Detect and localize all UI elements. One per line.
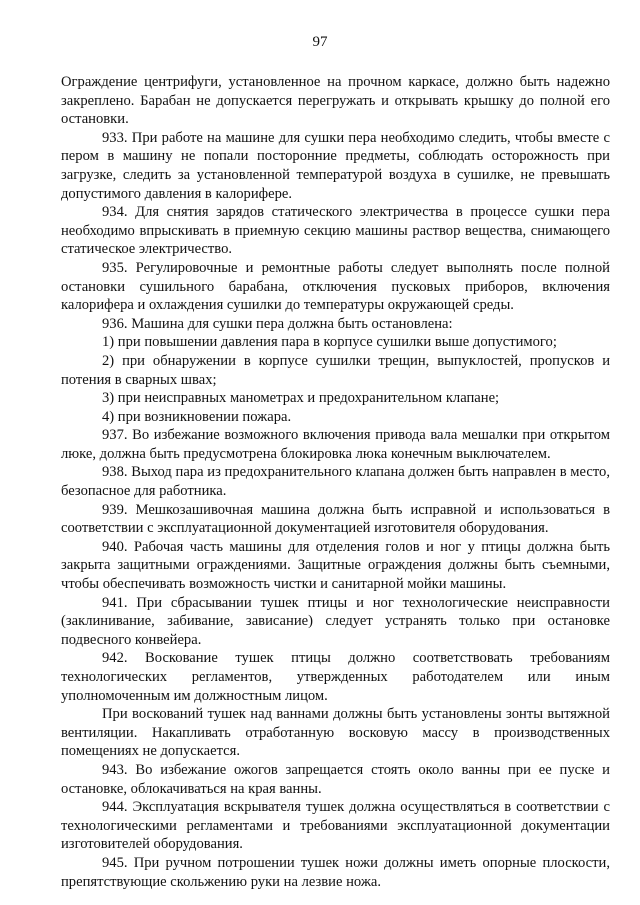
paragraph-943: 943. Во избежание ожогов запрещается стоять около ванны при ее пуске и остановке, облокачиваться на края ванны. bbox=[61, 761, 610, 797]
paragraph-935: 935. Регулировочные и ремонтные работы следует выполнять после полной остановки сушильного барабана, отключения пусковых приборов, включения калорифера и охлаждения сушилки до температуры окружающей среды. bbox=[61, 259, 610, 314]
paragraph-945: 945. При ручном потрошении тушек ножи должны иметь опорные плоскости, препятствующие скольжению руки на лезвие ножа. bbox=[61, 854, 610, 890]
paragraph-944: 944. Эксплуатация вскрывателя тушек должна осуществляться в соответствии с технологическими регламентами и требованиями эксплуатационной документации изготовителей оборудования. bbox=[61, 799, 610, 853]
paragraph-933: 933. При работе на машине для сушки пера необходимо следить, чтобы вместе с пером в машину не попали посторонние предметы, соблюдать осторожность при загрузке, следить за установленной температурой воздуха в сушилке, не превышать допустимого давления в калорифере. bbox=[61, 129, 610, 202]
paragraph-934: 934. Для снятия зарядов статического электричества в процессе сушки пера необходимо впрыскивать в приемную секцию машины раствор вещества, снимающего статическое электричество. bbox=[61, 204, 610, 258]
paragraph-continuation: Ограждение центрифуги, установленное на прочном каркасе, должно быть надежно закреплено. Барабан не допускается перегружать и открывать крышку до полной его остановки. bbox=[61, 74, 610, 128]
list-item-1: 1) при повышении давления пара в корпусе сушилки выше допустимого; bbox=[102, 334, 557, 351]
paragraph-941: 941. При сбрасывании тушек птицы и ног технологические неисправности (заклинивание, забивание, зависание) следует устранять только при остановке подвесного конвейера. bbox=[61, 594, 610, 648]
document-body bbox=[61, 73, 610, 891]
paragraph-942: 942. Воскование тушек птицы должно соответствовать требованиям технологических регламентов, утвержденных работодателем или иным уполномоченным им должностным лицом. bbox=[61, 650, 610, 704]
paragraph-942-continued: При воскований тушек над ваннами должны быть установлены зонты вытяжной вентиляции. Накапливать отработанную восковую массу в производственных помещениях не допускается. bbox=[61, 706, 610, 760]
paragraph-937: 937. Во избежание возможного включения привода вала мешалки при открытом люке, должна быть предусмотрена блокировка люка конечным выключателем. bbox=[61, 427, 610, 462]
paragraph-940: 940. Рабочая часть машины для отделения голов и ног у птицы должна быть закрыта защитными ограждениями. Защитные ограждения должны быть съемными, чтобы обеспечивать возможность чистки и санитарной мойки машины. bbox=[61, 538, 610, 593]
paragraph-939: 939. Мешкозашивочная машина должна быть исправной и использоваться в соответствии с эксплуатационной документацией изготовителя оборудования. bbox=[61, 501, 610, 537]
list-item-3: 3) при неисправных манометрах и предохранительном клапане; bbox=[102, 390, 500, 407]
page-number: 97 bbox=[312, 34, 328, 50]
paragraph-936: 936. Машина для сушки пера должна быть остановлена: bbox=[102, 315, 453, 332]
list-item-4: 4) при возникновении пожара. bbox=[102, 408, 292, 425]
list-item-2: 2) при обнаружении в корпусе сушилки трещин, выпуклостей, пропусков и потения в сварных швах; bbox=[61, 352, 610, 388]
paragraph-938: 938. Выход пара из предохранительного клапана должен быть направлен в место, безопасное для работника. bbox=[61, 464, 610, 500]
